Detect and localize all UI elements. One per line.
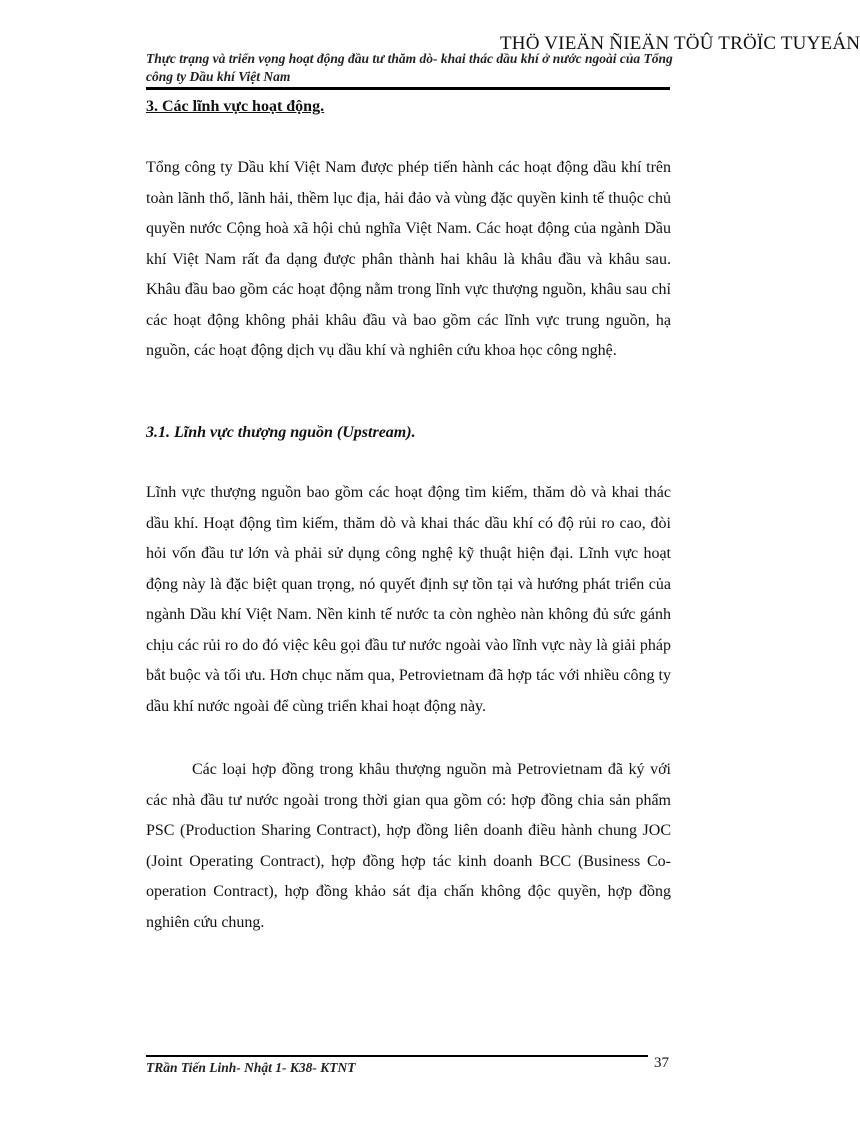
paragraph-contracts: Các loại hợp đồng trong khâu thượng nguồn mà Petrovietnam đã ký với các nhà đầu tư nước ngoài trong thời gian qua gồm có: hợp đồng chia sản phẩm PSC (Production Sharing Contract), hợp đồng liên doanh điều hành chung JOC (Joint Operating Contract), hợp đồng hợp tác kinh doanh BCC (Business Co-operation Contract), hợp đồng khảo sát địa chấn không độc quyền, hợp đồng nghiên cứu chung. <box>146 761 671 931</box>
paragraph-intro: Tổng công ty Dầu khí Việt Nam được phép tiến hành các hoạt động dầu khí trên toàn lãnh thổ, lãnh hải, thềm lục địa, hải đảo và vùng đặc quyền kinh tế thuộc chủ quyền nước Cộng hoà xã hội chủ nghĩa Việt Nam. Các hoạt động của ngành Dầu khí Việt Nam rất đa dạng được phân thành hai khâu là khâu đầu và khâu sau. Khâu đầu bao gồm các hoạt động nằm trong lĩnh vực thượng nguồn, khâu sau chỉ các hoạt động không phải khâu đầu và bao gồm các lĩnh vực trung nguồn, hạ nguồn, các hoạt động dịch vụ dầu khí và nghiên cứu khoa học công nghệ. <box>146 159 671 359</box>
document-header-title: Thực trạng và triển vọng hoạt động đầu tư thăm dò- khai thác dầu khí ở nước ngoài của Tổng công ty Dầu khí Việt Nam <box>146 51 673 84</box>
footer-author: TRần Tiến Linh- Nhật 1- K38- KTNT <box>146 1060 356 1075</box>
page-number: 37 <box>654 1055 669 1071</box>
header-divider <box>146 87 670 90</box>
paragraph-upstream: Lĩnh vực thượng nguồn bao gồm các hoạt động tìm kiếm, thăm dò và khai thác dầu khí. Hoạt động tìm kiếm, thăm dò và khai thác dầu khí có độ rủi ro cao, đòi hỏi vốn đầu tư lớn và phải sử dụng công nghệ kỹ thuật hiện đại. Lĩnh vực hoạt động này là đặc biệt quan trọng, nó quyết định sự tồn tại và hướng phát triển của ngành Dầu khí Việt Nam. Nền kinh tế nước ta còn nghèo nàn không đủ sức gánh chịu các rủi ro do đó việc kêu gọi đầu tư nước ngoài vào lĩnh vực này là giải pháp bắt buộc và tối ưu. Hơn chục năm qua, Petrovietnam đã hợp tác với nhiều công ty dầu khí nước ngoài để cùng triển khai hoạt động này. <box>146 484 671 715</box>
section-heading: 3. Các lĩnh vực hoạt động. <box>146 98 325 115</box>
footer-divider <box>146 1055 648 1057</box>
subsection-heading: 3.1. Lĩnh vực thượng nguồn (Upstream). <box>146 424 416 441</box>
library-watermark: THÖ VIEÄN ÑIEÄN TÖÛ TRÖÏC TUYEÁN <box>500 33 860 54</box>
